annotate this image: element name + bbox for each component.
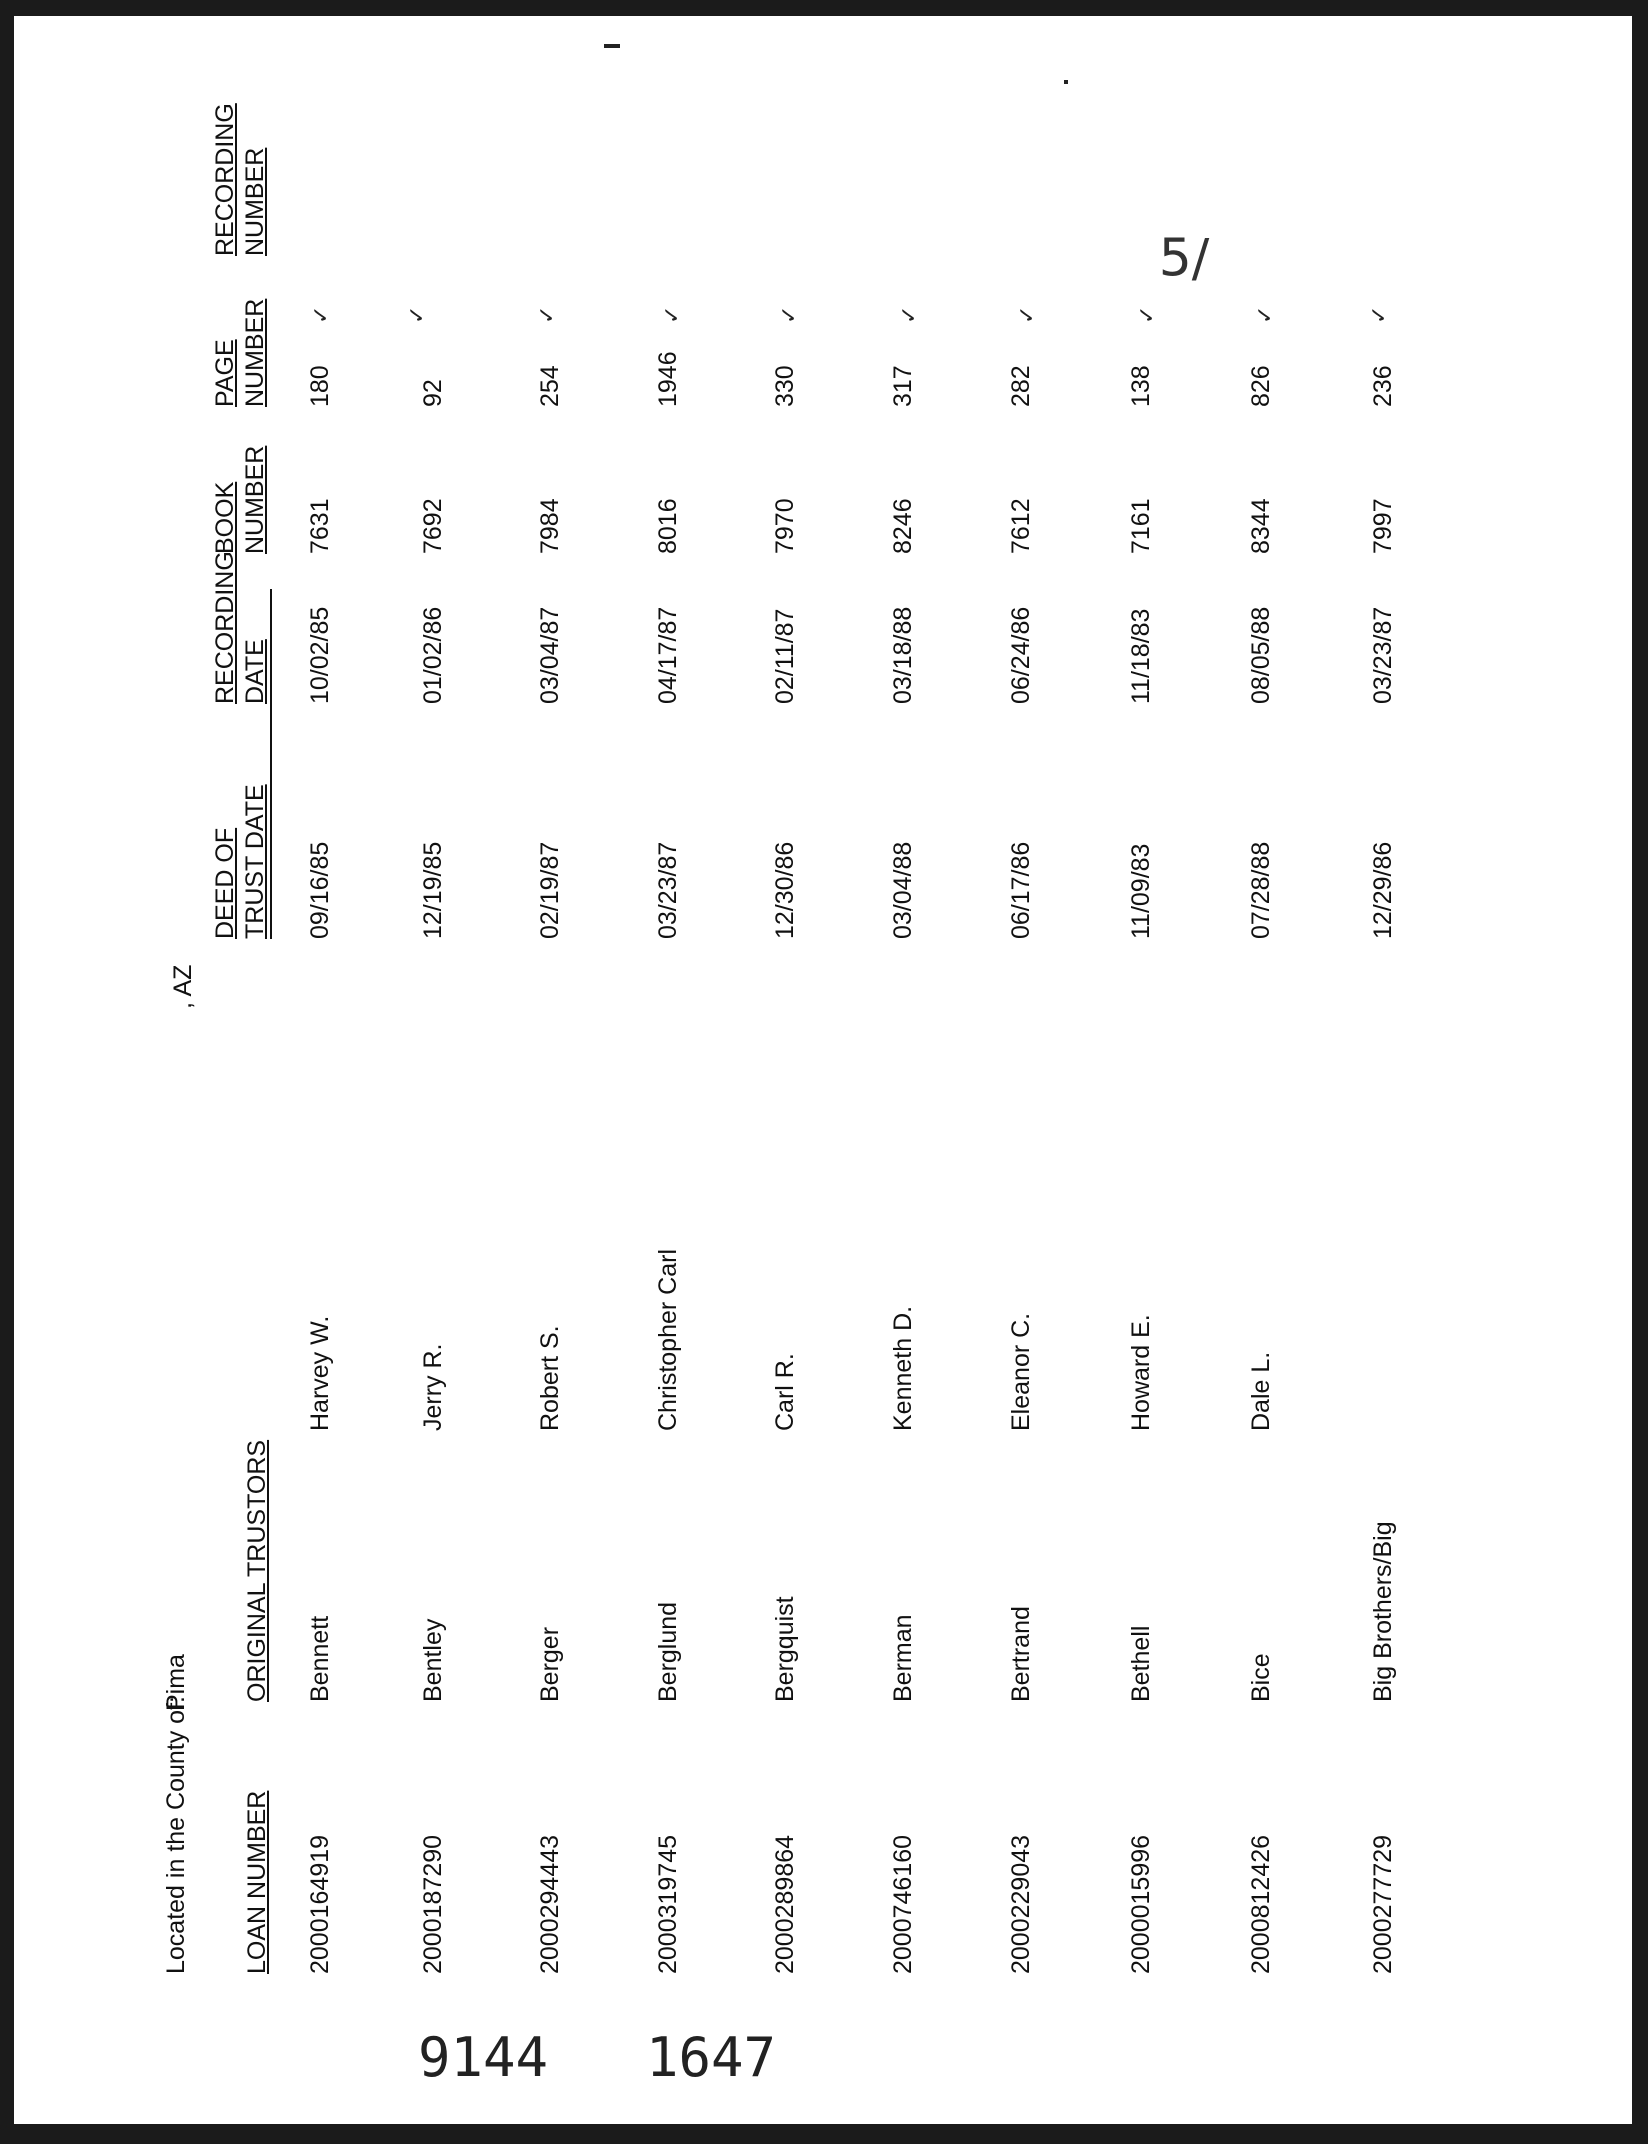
header-recording-date-l2: DATE bbox=[241, 639, 269, 704]
cell-page: 282 bbox=[1007, 365, 1035, 407]
cell-last-name: Bennett bbox=[306, 1615, 334, 1702]
cell-first-name: Robert S. bbox=[536, 1325, 564, 1431]
cell-last-name: Berman bbox=[889, 1614, 917, 1702]
check-mark-icon: ✓ bbox=[659, 305, 684, 324]
header-loan-number: LOAN NUMBER bbox=[243, 1790, 271, 1974]
cell-last-name: Bergquist bbox=[771, 1596, 799, 1702]
check-mark-icon: ✓ bbox=[308, 305, 333, 324]
check-mark-icon: ✓ bbox=[1252, 305, 1277, 324]
cell-book: 7612 bbox=[1007, 498, 1035, 554]
cell-loan: 2000164919 bbox=[306, 1834, 334, 1974]
cell-loan: 2000277729 bbox=[1369, 1834, 1397, 1974]
header-recording-date-l1: RECORDING bbox=[211, 551, 239, 704]
cell-loan: 2000229043 bbox=[1007, 1834, 1035, 1974]
handwritten-mark: 5/ bbox=[1158, 228, 1210, 289]
cell-deed-date: 12/19/85 bbox=[419, 841, 447, 939]
cell-deed-date: 06/17/86 bbox=[1007, 841, 1035, 939]
cell-rec-date: 03/18/88 bbox=[889, 606, 917, 704]
cell-last-name: Bentley bbox=[419, 1618, 447, 1702]
cell-first-name: Carl R. bbox=[771, 1353, 799, 1431]
cell-loan: 2000319745 bbox=[654, 1834, 682, 1974]
cell-loan: 2000812426 bbox=[1247, 1834, 1275, 1974]
cell-page: 236 bbox=[1369, 365, 1397, 407]
cell-book: 7984 bbox=[536, 498, 564, 554]
check-mark-icon: ✓ bbox=[896, 305, 921, 324]
check-mark-icon: ✓ bbox=[1134, 305, 1159, 324]
state-value: , AZ bbox=[169, 964, 197, 1009]
cell-loan: 2000746160 bbox=[889, 1834, 917, 1974]
cell-page: 1946 bbox=[654, 351, 682, 407]
cell-deed-date: 03/23/87 bbox=[654, 841, 682, 939]
cell-last-name: Bice bbox=[1247, 1653, 1275, 1702]
check-mark-icon: ✓ bbox=[1366, 305, 1391, 324]
cell-book: 8344 bbox=[1247, 498, 1275, 554]
county-value: Pima bbox=[162, 1654, 190, 1711]
cell-last-name: Berglund bbox=[654, 1601, 682, 1702]
cell-first-name: Jerry R. bbox=[419, 1343, 447, 1431]
check-mark-icon: ✓ bbox=[1014, 305, 1039, 324]
cell-loan: 2000015996 bbox=[1127, 1834, 1155, 1974]
cell-last-name: Big Brothers/Big bbox=[1369, 1521, 1397, 1702]
rotated-table-area bbox=[14, 16, 1632, 2124]
header-recording-number-l2: NUMBER bbox=[241, 147, 269, 256]
check-mark-icon: ✓ bbox=[776, 305, 801, 324]
cell-rec-date: 10/02/85 bbox=[306, 606, 334, 704]
cell-first-name: Eleanor C. bbox=[1007, 1312, 1035, 1431]
header-book-number-l1: BOOK bbox=[211, 481, 239, 554]
cell-page: 317 bbox=[889, 365, 917, 407]
cell-deed-date: 11/09/83 bbox=[1127, 843, 1155, 939]
cell-page: 826 bbox=[1247, 365, 1275, 407]
cell-rec-date: 03/04/87 bbox=[536, 606, 564, 704]
cell-first-name: Christopher Carl bbox=[654, 1248, 682, 1431]
header-deed-date-l1: DEED OF bbox=[211, 827, 239, 939]
handwritten-number-left: 9144 bbox=[418, 2026, 549, 2089]
header-page-number-l1: PAGE bbox=[211, 339, 239, 407]
cell-page: 138 bbox=[1127, 365, 1155, 407]
check-mark-icon: ✓ bbox=[534, 305, 559, 324]
cell-book: 7631 bbox=[306, 498, 334, 554]
trustor-rule bbox=[270, 589, 272, 939]
handwritten-number-right: 1647 bbox=[646, 2026, 777, 2089]
cell-book: 7970 bbox=[771, 498, 799, 554]
header-original-trustors: ORIGINAL TRUSTORS bbox=[243, 1439, 271, 1702]
cell-book: 7692 bbox=[419, 498, 447, 554]
cell-book: 8246 bbox=[889, 498, 917, 554]
cell-last-name: Bertrand bbox=[1007, 1606, 1035, 1702]
cell-page: 330 bbox=[771, 365, 799, 407]
stray-dash bbox=[604, 44, 620, 48]
cell-deed-date: 12/30/86 bbox=[771, 841, 799, 939]
cell-deed-date: 02/19/87 bbox=[536, 841, 564, 939]
cell-loan: 2000187290 bbox=[419, 1834, 447, 1974]
cell-last-name: Berger bbox=[536, 1626, 564, 1702]
cell-first-name: Dale L. bbox=[1247, 1351, 1275, 1431]
cell-page: 254 bbox=[536, 365, 564, 407]
cell-book: 7161 bbox=[1127, 498, 1155, 554]
stray-dot bbox=[1064, 80, 1068, 84]
header-book-number-l2: NUMBER bbox=[241, 445, 269, 554]
cell-page: 180 bbox=[306, 365, 334, 407]
cell-page: 92 bbox=[419, 379, 447, 407]
county-label: Located in the County of: bbox=[162, 1696, 190, 1974]
document-page bbox=[14, 16, 1632, 2124]
cell-deed-date: 03/04/88 bbox=[889, 841, 917, 939]
cell-rec-date: 04/17/87 bbox=[654, 606, 682, 704]
cell-book: 7997 bbox=[1369, 498, 1397, 554]
cell-rec-date: 11/18/83 bbox=[1127, 608, 1155, 704]
cell-deed-date: 07/28/88 bbox=[1247, 841, 1275, 939]
cell-loan: 2000289864 bbox=[771, 1834, 799, 1974]
cell-rec-date: 01/02/86 bbox=[419, 606, 447, 704]
cell-loan: 2000294443 bbox=[536, 1834, 564, 1974]
cell-last-name: Bethell bbox=[1127, 1625, 1155, 1702]
cell-first-name: Howard E. bbox=[1127, 1314, 1155, 1431]
header-page-number-l2: NUMBER bbox=[241, 298, 269, 407]
header-deed-date-l2: TRUST DATE bbox=[241, 784, 269, 939]
cell-deed-date: 09/16/85 bbox=[306, 841, 334, 939]
header-recording-number-l1: RECORDING bbox=[211, 103, 239, 256]
cell-first-name: Kenneth D. bbox=[889, 1305, 917, 1431]
cell-book: 8016 bbox=[654, 498, 682, 554]
cell-rec-date: 02/11/87 bbox=[771, 608, 799, 704]
cell-rec-date: 06/24/86 bbox=[1007, 606, 1035, 704]
cell-rec-date: 03/23/87 bbox=[1369, 606, 1397, 704]
cell-first-name: Harvey W. bbox=[306, 1315, 334, 1431]
cell-deed-date: 12/29/86 bbox=[1369, 841, 1397, 939]
cell-rec-date: 08/05/88 bbox=[1247, 606, 1275, 704]
check-mark-icon: ✓ bbox=[404, 305, 429, 324]
